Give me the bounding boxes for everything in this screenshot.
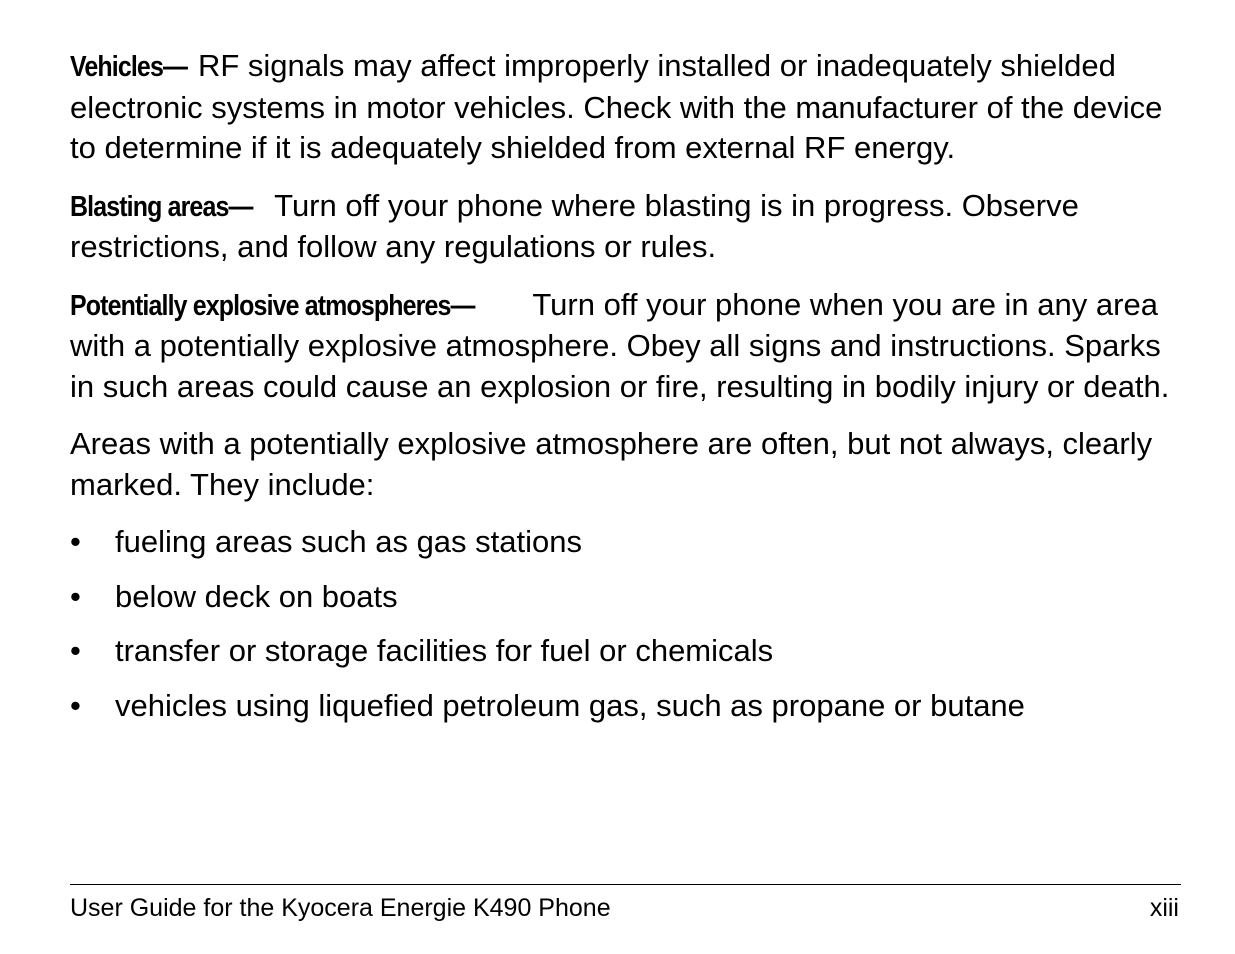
page-body (70, 46, 1180, 740)
paragraph-blasting-areas (70, 186, 1180, 268)
intro-paragraph: Areas with a potentially explosive atmosphere are often, but not always, clearly marked. They include: (70, 426, 1153, 502)
bullet-icon: • (70, 633, 81, 668)
list-item (70, 522, 1180, 563)
footer-title: User Guide for the Kyocera Energie K490 Phone (70, 894, 611, 922)
page-number: xiii (1149, 894, 1179, 922)
paragraph-vehicles (70, 46, 1180, 169)
paragraph-text-explosive-atmospheres: Turn off your phone when you are in any area with a potentially explosive atmosphere. Obey all signs and instructions. Sparks in such areas could cause an explosion or fire, resulting in bodily injury or death. (70, 286, 1170, 404)
list-item-text: fueling areas such as gas stations (115, 524, 582, 559)
list-item (70, 577, 1180, 618)
paragraph-lead-blasting-areas: Blasting areas— (70, 190, 253, 223)
list-item-text: vehicles using liquefied petroleum gas, such as propane or butane (115, 687, 1025, 723)
paragraph-text-blasting-areas: Turn off your phone where blasting is in progress. Observe restrictions, and follow any regulations or rules. (70, 187, 1079, 264)
paragraph-lead-vehicles: Vehicles— (70, 51, 188, 83)
list-item (70, 631, 1180, 672)
bullet-icon: • (70, 687, 81, 723)
bullet-icon: • (70, 524, 81, 559)
paragraph-explosive-atmospheres (70, 285, 1180, 408)
paragraph-lead-explosive-atmospheres: Potentially explosive atmospheres— (70, 289, 475, 322)
list-item-text: transfer or storage facilities for fuel or chemicals (115, 633, 774, 668)
bullet-icon: • (70, 578, 81, 614)
list-item-text: below deck on boats (115, 578, 398, 614)
hazard-area-list (70, 522, 1180, 726)
footer-divider (70, 884, 1181, 885)
list-item (70, 686, 1180, 727)
paragraph-text-vehicles: RF signals may affect improperly installed or inadequately shielded electronic systems in motor vehicles. Check with the manufacturer of the device to determine if it is adequately shielded from external RF energy. (70, 48, 1163, 165)
